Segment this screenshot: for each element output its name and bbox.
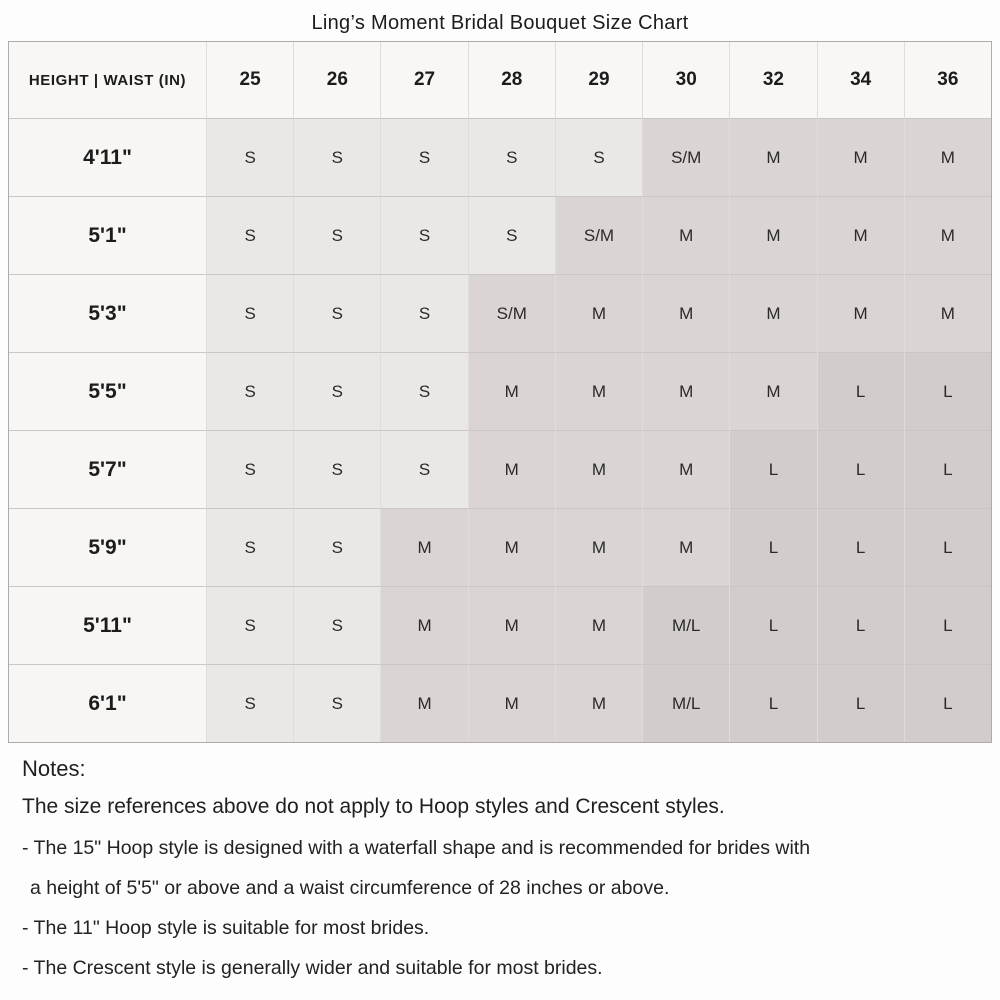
size-cell: M xyxy=(380,508,467,586)
page-title: Ling’s Moment Bridal Bouquet Size Chart xyxy=(311,12,689,34)
size-cell: M xyxy=(729,352,816,430)
table-body xyxy=(9,118,991,742)
size-cell: S xyxy=(555,118,642,196)
table-row xyxy=(9,274,991,352)
note-line: - The Crescent style is generally wider and suitable for most brides. xyxy=(22,957,603,979)
size-cell: M xyxy=(904,196,991,274)
height-row-header: 4'11" xyxy=(9,118,206,196)
size-cell: S xyxy=(293,274,380,352)
size-cell: M xyxy=(555,430,642,508)
table-row xyxy=(9,508,991,586)
size-cell: M xyxy=(380,664,467,742)
table-header xyxy=(9,42,991,118)
size-cell: M xyxy=(642,430,729,508)
size-cell: L xyxy=(817,664,904,742)
waist-column-header: 36 xyxy=(904,42,991,118)
waist-column-header: 34 xyxy=(817,42,904,118)
notes-lead: The size references above do not apply to Hoop styles and Crescent styles. xyxy=(22,795,725,818)
size-cell: L xyxy=(729,586,816,664)
size-cell: S xyxy=(293,586,380,664)
size-cell: M xyxy=(729,196,816,274)
size-cell: S xyxy=(380,196,467,274)
waist-column-header: 30 xyxy=(642,42,729,118)
size-cell: M xyxy=(555,508,642,586)
size-cell: S xyxy=(206,664,293,742)
size-cell: S xyxy=(293,508,380,586)
size-cell: M xyxy=(555,664,642,742)
size-cell: M xyxy=(729,118,816,196)
size-cell: S xyxy=(293,430,380,508)
table-row xyxy=(9,586,991,664)
size-cell: M xyxy=(555,274,642,352)
waist-column-header: 26 xyxy=(293,42,380,118)
table-row xyxy=(9,664,991,742)
size-cell: M/L xyxy=(642,586,729,664)
notes-list xyxy=(22,837,1000,980)
size-cell: S xyxy=(293,352,380,430)
waist-column-header: 27 xyxy=(380,42,467,118)
size-cell: M xyxy=(642,352,729,430)
height-row-header: 5'3" xyxy=(9,274,206,352)
size-cell: M xyxy=(555,352,642,430)
notes-section xyxy=(22,756,1000,980)
size-cell: L xyxy=(904,586,991,664)
size-cell: L xyxy=(904,664,991,742)
waist-column-header: 32 xyxy=(729,42,816,118)
size-cell: S xyxy=(206,196,293,274)
size-cell: S/M xyxy=(555,196,642,274)
size-cell: S xyxy=(206,352,293,430)
size-cell: S/M xyxy=(468,274,555,352)
size-cell: S xyxy=(380,430,467,508)
size-cell: L xyxy=(729,508,816,586)
size-cell: L xyxy=(904,508,991,586)
size-cell: S xyxy=(468,118,555,196)
size-chart-table xyxy=(8,41,992,743)
table-row xyxy=(9,430,991,508)
waist-column-header: 28 xyxy=(468,42,555,118)
size-cell: M xyxy=(555,586,642,664)
size-cell: S xyxy=(380,352,467,430)
waist-column-header: 25 xyxy=(206,42,293,118)
size-cell: S xyxy=(468,196,555,274)
size-cell: M xyxy=(642,274,729,352)
size-cell: M xyxy=(729,274,816,352)
size-cell: L xyxy=(817,508,904,586)
size-cell: S xyxy=(206,274,293,352)
size-cell: M xyxy=(817,196,904,274)
size-cell: S xyxy=(293,664,380,742)
size-cell: L xyxy=(817,430,904,508)
size-cell: L xyxy=(729,664,816,742)
waist-column-header: 29 xyxy=(555,42,642,118)
size-cell: M xyxy=(380,586,467,664)
size-cell: M xyxy=(642,508,729,586)
size-cell: M xyxy=(642,196,729,274)
size-cell: M xyxy=(468,586,555,664)
height-row-header: 5'11" xyxy=(9,586,206,664)
table-row xyxy=(9,118,991,196)
table-row xyxy=(9,196,991,274)
size-cell: S xyxy=(293,196,380,274)
size-cell: M xyxy=(468,508,555,586)
size-cell: S xyxy=(293,118,380,196)
header-row xyxy=(9,42,991,118)
height-row-header: 5'1" xyxy=(9,196,206,274)
size-cell: S xyxy=(206,118,293,196)
size-cell: L xyxy=(817,586,904,664)
size-cell: M xyxy=(468,352,555,430)
size-cell: S xyxy=(206,586,293,664)
size-cell: M xyxy=(817,274,904,352)
size-cell: L xyxy=(904,430,991,508)
note-line: - The 11" Hoop style is suitable for most brides. xyxy=(22,917,430,939)
corner-header: HEIGHT | WAIST (IN) xyxy=(9,42,206,118)
size-cell: L xyxy=(904,352,991,430)
notes-heading: Notes: xyxy=(22,756,86,781)
size-cell: S xyxy=(206,430,293,508)
height-row-header: 5'5" xyxy=(9,352,206,430)
size-cell: L xyxy=(817,352,904,430)
size-cell: S xyxy=(206,508,293,586)
note-line: a height of 5'5" or above and a waist circumference of 28 inches or above. xyxy=(30,877,670,899)
size-cell: S xyxy=(380,274,467,352)
size-cell: M/L xyxy=(642,664,729,742)
size-cell: M xyxy=(904,118,991,196)
size-cell: S/M xyxy=(642,118,729,196)
size-cell: M xyxy=(468,430,555,508)
height-row-header: 5'7" xyxy=(9,430,206,508)
size-cell: M xyxy=(904,274,991,352)
size-cell: M xyxy=(468,664,555,742)
size-cell: M xyxy=(817,118,904,196)
height-row-header: 6'1" xyxy=(9,664,206,742)
table-row xyxy=(9,352,991,430)
size-cell: L xyxy=(729,430,816,508)
size-cell: S xyxy=(380,118,467,196)
note-line: - The 15" Hoop style is designed with a waterfall shape and is recommended for brides with xyxy=(22,837,811,859)
height-row-header: 5'9" xyxy=(9,508,206,586)
